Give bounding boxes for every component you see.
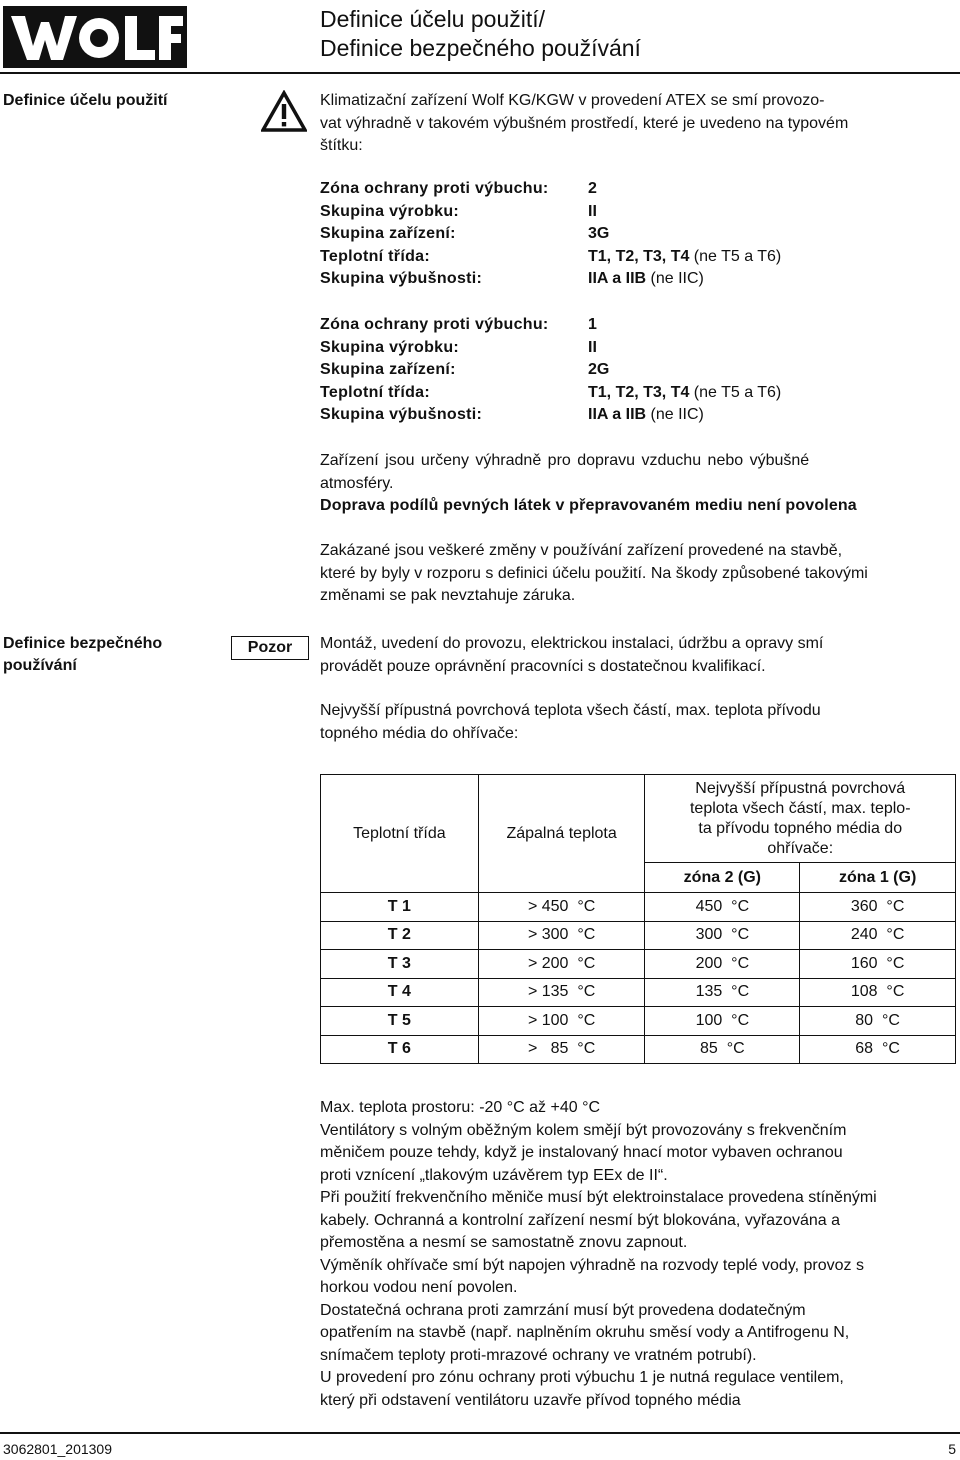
header-max-line: teplota všech částí, max. teplo- (689, 799, 911, 817)
install-paragraph (320, 633, 958, 678)
intro-line: vat výhradně v takovém výbušném prostředí, které je uvedeno na typovém (320, 114, 849, 132)
header-temp-class: Teplotní třída (321, 775, 479, 893)
safety-label-line: Definice bezpečného (3, 635, 163, 652)
final-line: Dostatečná ochrana proti zamrzání musí být provedena dodatečným (320, 1301, 806, 1319)
spec-value: 2G (588, 361, 610, 378)
spec-row (320, 178, 880, 201)
table-row (321, 1007, 956, 1036)
cell-ignition: > 300 °C (478, 921, 645, 950)
spec-value: IIA a IIB (588, 270, 647, 287)
cell-zone2: 135 °C (645, 978, 800, 1007)
cell-zone1: 240 °C (800, 921, 956, 950)
caution-label: Pozor (231, 636, 309, 660)
spec-value: T1, T2, T3, T4 (588, 383, 690, 401)
purpose-section-label: Definice účelu použití (3, 92, 168, 109)
cell-class: T 5 (321, 1007, 479, 1036)
spec-label: Skupina výbušnosti: (320, 406, 483, 423)
spec-value-note: (ne IIC) (646, 406, 704, 423)
solids-prohibition-note: Doprava podílů pevných látek v přepravovaném mediu není povolena (320, 497, 857, 514)
spec-label: Teplotní třída: (320, 383, 430, 401)
intro-paragraph (320, 90, 958, 158)
cell-zone2: 100 °C (645, 1007, 800, 1036)
transport-paragraph (320, 450, 958, 495)
page-title-line-1: Definice účelu použití/ (320, 6, 546, 32)
cell-ignition: > 135 °C (478, 978, 645, 1007)
spec-label: Skupina výrobku: (320, 202, 460, 220)
final-line: Max. teplota prostoru: -20 °C až +40 °C (320, 1099, 601, 1116)
cell-zone1: 68 °C (800, 1035, 956, 1064)
cell-ignition: > 200 °C (478, 950, 645, 979)
final-line: Při použití frekvenčního měniče musí být elektroinstalace provedena stíněnými (320, 1189, 877, 1206)
intro-line: štítku: (320, 137, 363, 154)
page-title-line-2: Definice bezpečného používání (320, 35, 641, 61)
final-line: Výměník ohřívače smí být napojen výhradně na rozvody teplé vody, provoz s (320, 1256, 864, 1274)
spec-value: 3G (588, 225, 610, 242)
spec-row (320, 359, 880, 382)
header-zone2: zóna 2 (G) (645, 863, 800, 893)
wolf-logo (3, 6, 187, 68)
table-row (321, 950, 956, 979)
final-line: snímačem teploty proti-mrazové ochrany ve vratném potrubí). (320, 1346, 757, 1364)
spec-value: II (588, 338, 597, 356)
final-line: který při odstavení ventilátoru uzavře přívod topného média (320, 1391, 741, 1409)
changes-line: které by byly v rozporu s definici účelu použití. Na škody způsobené takovými (320, 564, 868, 582)
max-temp-line: Nejvyšší přípustná povrchová teplota všech částí, max. teplota přívodu (320, 702, 821, 719)
spec-row (320, 382, 880, 405)
table-header-row (321, 775, 956, 863)
spec-row (320, 404, 880, 427)
final-line: Ventilátory s volným oběžným kolem smějí být provozovány s frekvenčním (320, 1121, 847, 1139)
max-temp-line: topného média do ohřívače: (320, 724, 519, 742)
cell-class: T 6 (321, 1035, 479, 1064)
cell-zone2: 85 °C (645, 1035, 800, 1064)
spec-row (320, 201, 880, 224)
spec-value: IIA a IIB (588, 406, 647, 423)
spec-label: Teplotní třída: (320, 247, 430, 265)
cell-class: T 4 (321, 978, 479, 1007)
spec-label: Zóna ochrany proti výbuchu: (320, 316, 549, 333)
spec-value-note: (ne T5 a T6) (689, 383, 782, 401)
footer-divider (0, 1432, 960, 1434)
final-line: proti vznícení „tlakovým uzávěrem typ EEx de II“. (320, 1166, 668, 1184)
cell-zone2: 200 °C (645, 950, 800, 979)
spec-label: Skupina výbušnosti: (320, 270, 483, 287)
safety-label-line: používání (3, 657, 77, 674)
cell-zone2: 450 °C (645, 893, 800, 922)
table-row (321, 921, 956, 950)
max-temp-paragraph (320, 700, 958, 745)
transport-line: atmosféry. (320, 474, 394, 492)
header-max-line: Nejvyšší přípustná povrchová (695, 779, 906, 797)
final-line: horkou vodou není povolen. (320, 1279, 518, 1296)
warning-triangle-icon (261, 90, 307, 132)
spec-value: 2 (588, 180, 597, 197)
install-line: provádět pouze oprávnění pracovníci s dostatečnou kvalifikací. (320, 657, 766, 675)
cell-ignition: > 450 °C (478, 893, 645, 922)
cell-zone1: 80 °C (800, 1007, 956, 1036)
spec-label: Skupina zařízení: (320, 225, 456, 242)
final-line: kabely. Ochranná a kontrolní zařízení nesmí být blokována, vyřazována a (320, 1211, 840, 1229)
spec-label: Zóna ochrany proti výbuchu: (320, 180, 549, 197)
cell-class: T 1 (321, 893, 479, 922)
cell-zone1: 360 °C (800, 893, 956, 922)
cell-zone1: 108 °C (800, 978, 956, 1007)
spec-label: Skupina výrobku: (320, 338, 460, 356)
table-row (321, 1035, 956, 1064)
spec-value: II (588, 202, 597, 220)
header-zone1: zóna 1 (G) (800, 863, 956, 893)
transport-line: Zařízení jsou určeny výhradně pro dopravu vzduchu nebo výbušné (320, 452, 810, 469)
table-row (321, 893, 956, 922)
document-code: 3062801_201309 (3, 1441, 113, 1457)
cell-class: T 2 (321, 921, 479, 950)
spec-row (320, 223, 880, 246)
header-ignition-temp: Zápalná teplota (478, 775, 645, 893)
safety-section-label (3, 633, 162, 677)
spec-value-note: (ne T5 a T6) (689, 247, 782, 265)
spec-value-note: (ne IIC) (646, 270, 704, 287)
install-line: Montáž, uvedení do provozu, elektrickou instalaci, údržbu a opravy smí (320, 635, 824, 652)
intro-line: Klimatizační zařízení Wolf KG/KGW v provedení ATEX se smí provozo- (320, 92, 825, 109)
changes-paragraph (320, 540, 958, 608)
changes-line: změnami se pak nevztahuje záruka. (320, 587, 576, 604)
final-line: měničem pouze tehdy, když je instalovaný hnací motor vybaven ochranou (320, 1144, 843, 1161)
cell-zone1: 160 °C (800, 950, 956, 979)
spec-value: 1 (588, 316, 597, 333)
cell-zone2: 300 °C (645, 921, 800, 950)
table-row (321, 978, 956, 1007)
cell-ignition: > 100 °C (478, 1007, 645, 1036)
spec-row (320, 246, 880, 269)
final-line: opatřením na stavbě (např. naplněním okruhu směsí vody a Antifrogenu N, (320, 1324, 850, 1341)
zone1-spec-block (320, 314, 880, 427)
header-max-line: ohřívače: (767, 839, 834, 857)
spec-row (320, 314, 880, 337)
spec-label: Skupina zařízení: (320, 361, 456, 378)
header-max-line: ta přívodu topného média do (698, 819, 903, 837)
spec-row (320, 268, 880, 291)
header-divider (0, 72, 960, 74)
cell-ignition: > 85 °C (478, 1035, 645, 1064)
temperature-class-table (320, 774, 956, 1064)
header-max-surface-temp (645, 775, 956, 863)
spec-row (320, 337, 880, 360)
page-number: 5 (948, 1441, 956, 1457)
final-line: přemostěna a nesmí se samostatně znovu zapnout. (320, 1234, 688, 1251)
spec-value: T1, T2, T3, T4 (588, 247, 690, 265)
cell-class: T 3 (321, 950, 479, 979)
changes-line: Zakázané jsou veškeré změny v používání zařízení provedené na stavbě, (320, 542, 843, 559)
final-line: U provedení pro zónu ochrany proti výbuchu 1 je nutná regulace ventilem, (320, 1369, 844, 1386)
final-notes (320, 1097, 958, 1412)
zone2-spec-block (320, 178, 880, 291)
